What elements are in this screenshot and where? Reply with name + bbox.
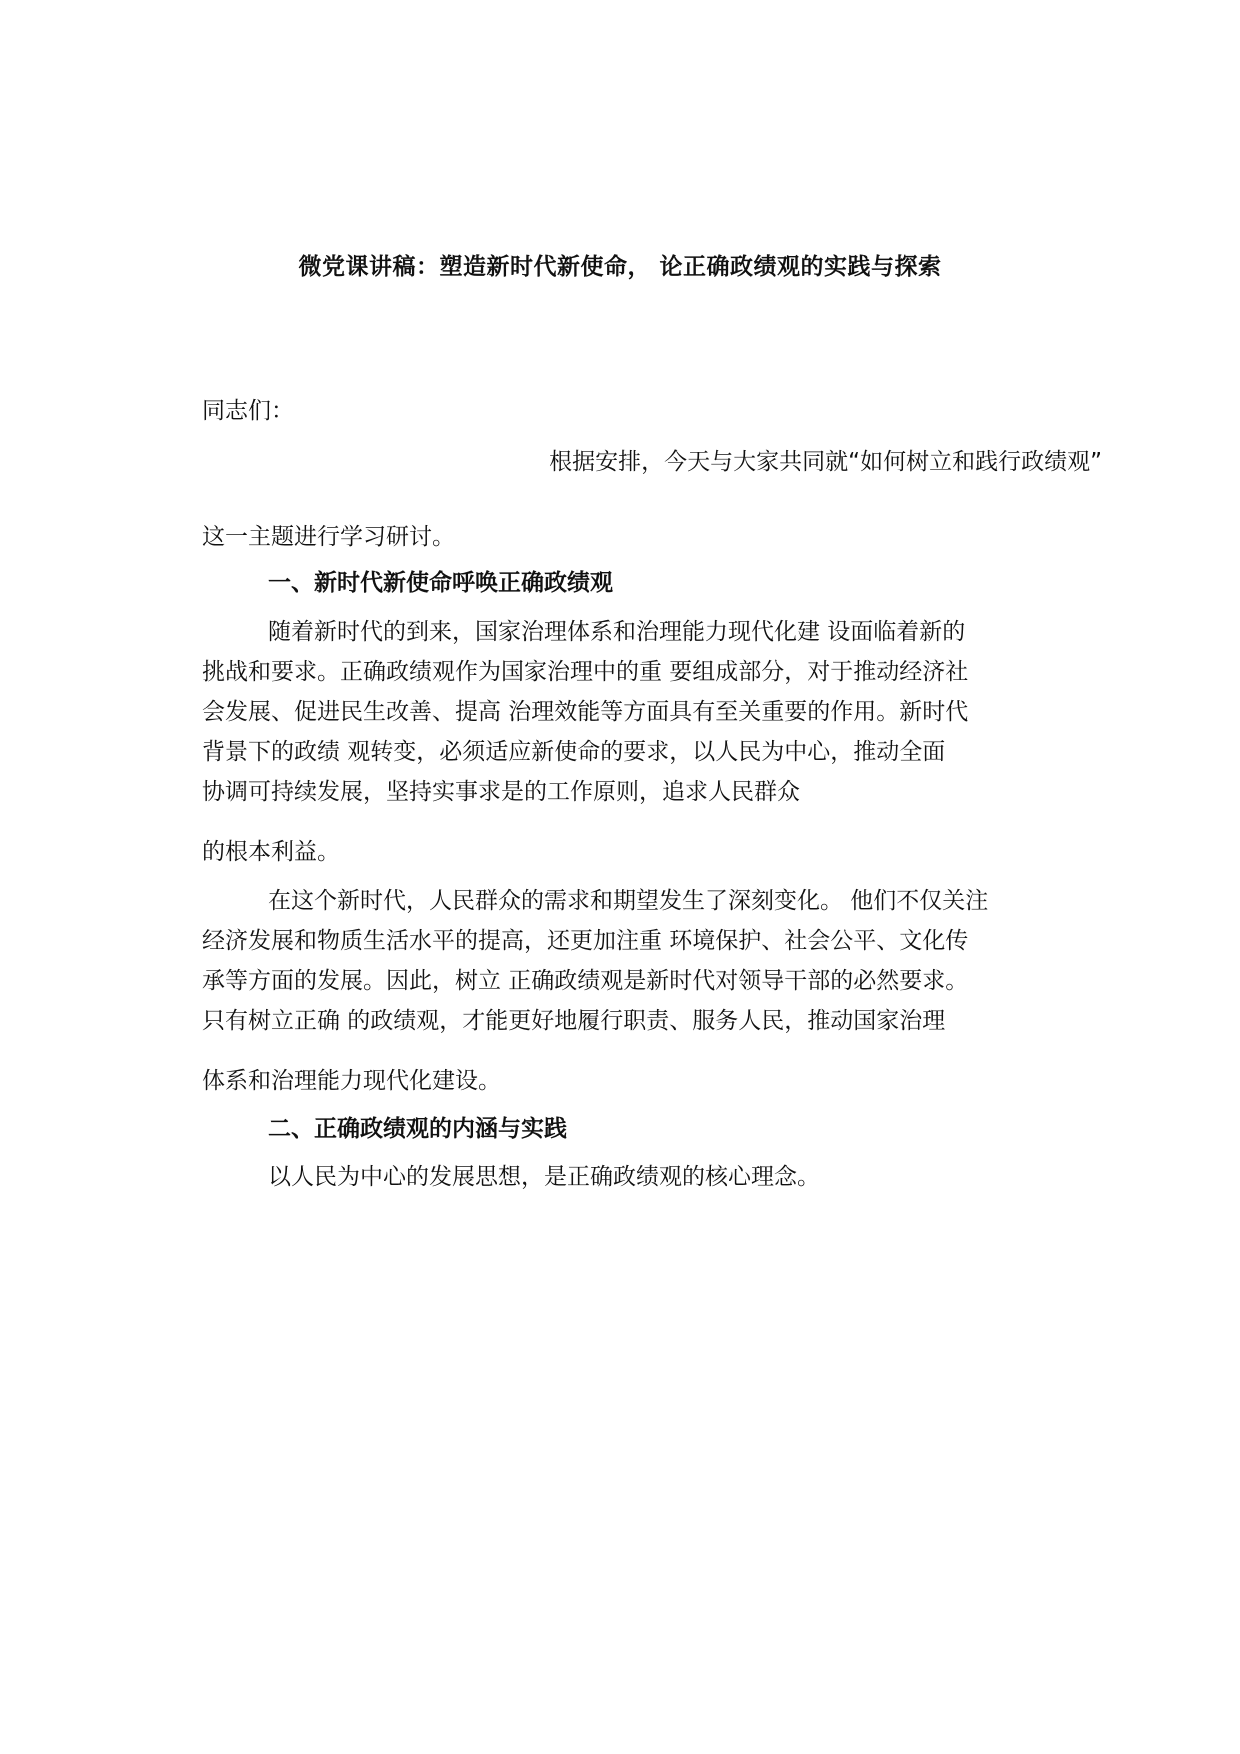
- paragraph-line: 挑战和要求。正确政绩观作为国家治理中的重 要组成部分，对于推动经济社: [202, 659, 969, 685]
- paragraph-line: 协调可持续发展，坚持实事求是的工作原则，追求人民群众: [202, 779, 800, 805]
- intro-line-1: 根据安排，今天与大家共同就“如何树立和践行政绩观”: [549, 449, 1102, 475]
- section-2-heading: 二、正确政绩观的内涵与实践: [268, 1116, 567, 1142]
- paragraph-line: 的根本利益。: [202, 839, 340, 865]
- paragraph-line: 经济发展和物质生活水平的提高，还更加注重 环境保护、社会公平、文化传: [202, 928, 969, 954]
- intro-line-2: 这一主题进行学习研讨。: [202, 524, 455, 550]
- paragraph-line: 以人民为中心的发展思想，是正确政绩观的核心理念。: [268, 1164, 820, 1190]
- document-title: 微党课讲稿：塑造新时代新使命， 论正确政绩观的实践与探索: [298, 254, 942, 280]
- paragraph-line: 会发展、促进民生改善、提高 治理效能等方面具有至关重要的作用。新时代: [202, 699, 969, 725]
- salutation: 同志们：: [202, 398, 294, 424]
- section-1-heading: 一、新时代新使命呼唤正确政绩观: [268, 570, 613, 596]
- paragraph-line: 只有树立正确 的政绩观，才能更好地履行职责、服务人民，推动国家治理: [202, 1008, 946, 1034]
- paragraph-line: 背景下的政绩 观转变，必须适应新使命的要求，以人民为中心，推动全面: [202, 739, 946, 765]
- paragraph-line: 随着新时代的到来，国家治理体系和治理能力现代化建 设面临着新的: [268, 619, 966, 645]
- paragraph-line: 体系和治理能力现代化建设。: [202, 1068, 501, 1094]
- paragraph-line: 在这个新时代，人民群众的需求和期望发生了深刻变化。 他们不仅关注: [268, 888, 989, 914]
- paragraph-line: 承等方面的发展。因此，树立 正确政绩观是新时代对领导干部的必然要求。: [202, 968, 969, 994]
